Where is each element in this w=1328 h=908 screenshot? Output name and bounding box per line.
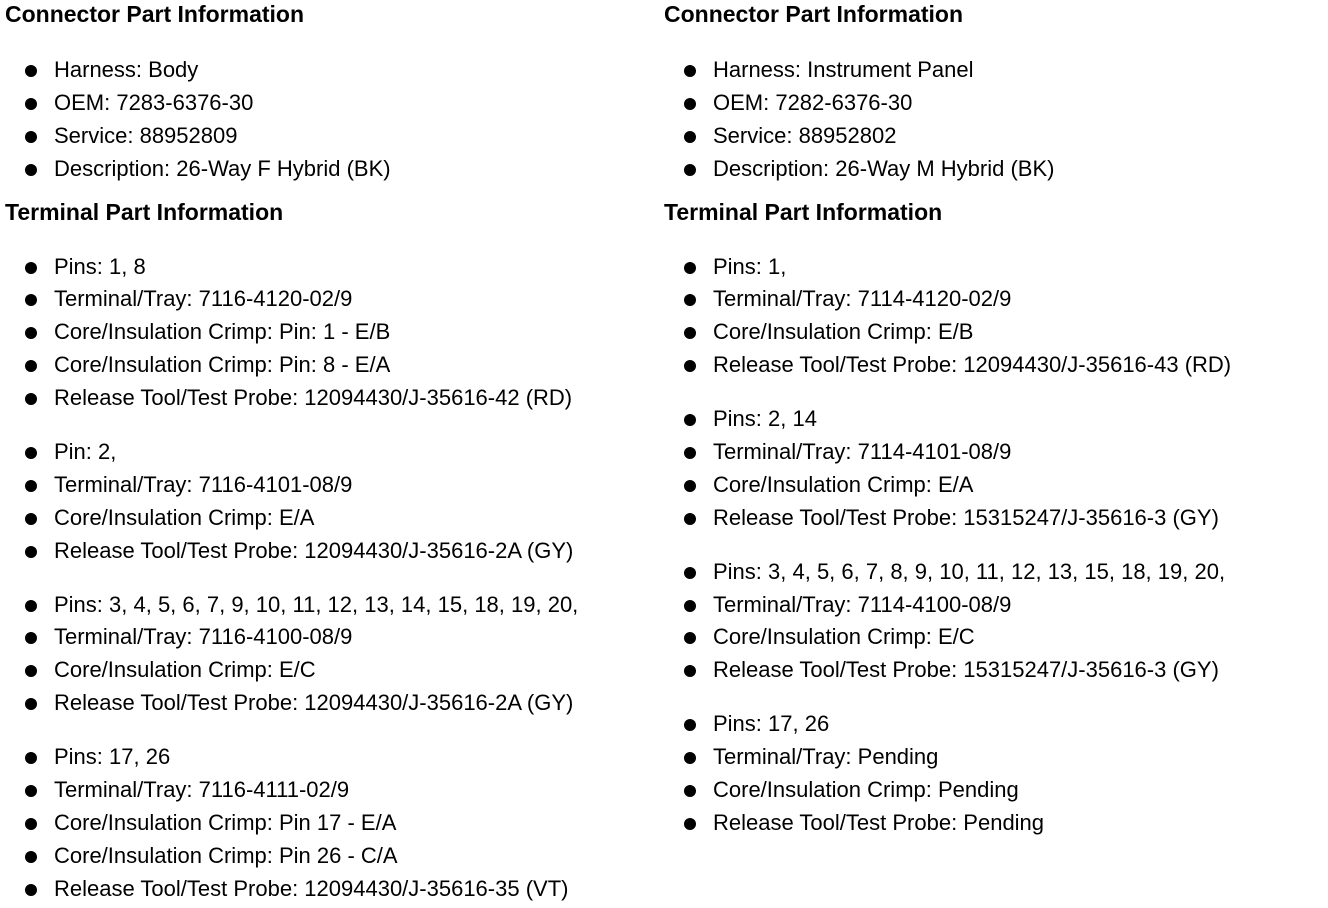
bullet-icon [684,785,696,797]
list-item [5,54,655,87]
list-item [5,251,655,284]
terminal-group-list [664,403,1324,535]
list-item [664,502,1324,535]
bullet-icon [684,818,696,830]
left-connector-column [5,0,655,906]
item-text: Pin: 2, [54,439,117,465]
bullet-icon [25,818,37,830]
list-item [5,774,655,807]
bullet-icon [25,752,37,764]
bullet-icon [684,567,696,579]
list-item [664,708,1324,741]
item-text: Terminal/Tray: 7116-4111-02/9 [54,777,350,803]
item-text: Release Tool/Test Probe: 15315247/J-35616-3 (GY) [713,657,1219,683]
list-item [5,349,655,382]
list-item [5,283,655,316]
list-item [664,774,1324,807]
item-text: Terminal/Tray: 7114-4101-08/9 [713,439,1012,465]
item-text: Release Tool/Test Probe: 12094430/J-35616-43 (RD) [713,352,1232,378]
item-text: Release Tool/Test Probe: 12094430/J-35616-42 (RD) [54,385,573,411]
bullet-icon [25,851,37,863]
item-text: Harness: Body [54,57,199,82]
terminal-group-list [5,251,655,415]
item-text: Service: 88952809 [54,122,238,148]
bullet-icon [25,164,37,176]
bullet-icon [25,360,37,372]
item-text: Terminal/Tray: 7116-4120-02/9 [54,286,353,312]
list-item [664,403,1324,436]
terminal-group-list [5,589,655,721]
list-item [5,87,655,120]
bullet-icon [25,884,37,896]
item-text: Pins: 17, 26 [54,744,171,770]
bullet-icon [684,480,696,492]
bullet-icon [684,262,696,274]
list-item [664,469,1324,502]
item-text: Core/Insulation Crimp: Pin 26 - C/A [54,842,398,868]
list-item [5,153,655,186]
bullet-icon [684,164,696,176]
bullet-icon [25,480,37,492]
list-item [5,589,655,622]
item-text: Core/Insulation Crimp: E/A [54,504,315,530]
item-text: Core/Insulation Crimp: E/A [713,471,974,497]
connector-heading: Connector Part Information [664,1,964,27]
list-item [664,621,1324,654]
bullet-icon [25,632,37,644]
list-item [664,807,1324,840]
item-text: Pins: 1, [713,253,787,279]
item-text: Core/Insulation Crimp: E/C [54,657,316,683]
bullet-icon [25,698,37,710]
connector-heading: Connector Part Information [5,1,305,27]
list-item [5,120,655,153]
terminal-group-list [664,708,1324,840]
list-item [5,687,655,720]
terminal-heading: Terminal Part Information [664,198,943,225]
bullet-icon [684,414,696,426]
list-item [5,535,655,568]
list-item [5,469,655,502]
bullet-icon [684,665,696,677]
item-text: Service: 88952802 [713,122,897,148]
item-text: Pins: 1, 8 [54,253,146,279]
item-text: Release Tool/Test Probe: 12094430/J-35616-2A (GY) [54,537,574,563]
item-text: Pins: 2, 14 [713,406,817,432]
item-text: Description: 26-Way M Hybrid (BK) [713,155,1055,181]
item-text: Terminal/Tray: 7114-4120-02/9 [713,286,1012,312]
terminal-group-list [5,741,655,905]
connector-info-list [664,54,1324,186]
bullet-icon [684,131,696,143]
item-text: Release Tool/Test Probe: 12094430/J-35616-35 (VT) [54,875,569,901]
terminal-group-list [5,436,655,568]
item-text: Pins: 17, 26 [713,711,830,737]
item-text: Release Tool/Test Probe: Pending [713,809,1045,835]
list-item [664,87,1324,120]
list-item [5,807,655,840]
bullet-icon [684,65,696,77]
list-item [664,153,1324,186]
bullet-icon [25,131,37,143]
bullet-icon [25,600,37,612]
item-text: OEM: 7283-6376-30 [54,89,254,115]
item-text: Description: 26-Way F Hybrid (BK) [54,155,391,181]
bullet-icon [25,665,37,677]
list-item [5,382,655,415]
list-item [664,436,1324,469]
list-item [664,349,1324,382]
item-text: Core/Insulation Crimp: Pending [713,777,1019,803]
bullet-icon [25,327,37,339]
list-item [5,436,655,469]
item-text: Core/Insulation Crimp: E/B [713,319,974,345]
item-text: Terminal/Tray: Pending [713,744,939,770]
list-item [664,251,1324,284]
list-item [5,621,655,654]
list-item [664,589,1324,622]
bullet-icon [684,327,696,339]
bullet-icon [25,98,37,110]
bullet-icon [684,294,696,306]
item-text: Pins: 3, 4, 5, 6, 7, 8, 9, 10, 11, 12, 13, 15, 18, 19, 20, [713,558,1226,584]
bullet-icon [684,752,696,764]
bullet-icon [684,447,696,459]
bullet-icon [684,513,696,525]
bullet-icon [25,546,37,558]
list-item [5,873,655,906]
item-text: Harness: Instrument Panel [713,57,974,82]
list-item [664,654,1324,687]
list-item [5,316,655,349]
bullet-icon [684,98,696,110]
bullet-icon [25,447,37,459]
bullet-icon [25,513,37,525]
list-item [5,840,655,873]
item-text: Terminal/Tray: 7114-4100-08/9 [713,591,1012,617]
list-item [664,741,1324,774]
list-item [5,654,655,687]
bullet-icon [25,393,37,405]
item-text: Core/Insulation Crimp: Pin: 8 - E/A [54,352,391,378]
item-text: Core/Insulation Crimp: Pin: 1 - E/B [54,319,391,345]
bullet-icon [684,360,696,372]
bullet-icon [25,65,37,77]
list-item [664,120,1324,153]
connector-info-list [5,54,655,186]
item-text: Release Tool/Test Probe: 12094430/J-35616-2A (GY) [54,690,574,716]
item-text: Release Tool/Test Probe: 15315247/J-35616-3 (GY) [713,504,1219,530]
list-item [5,741,655,774]
list-item [5,502,655,535]
list-item [664,283,1324,316]
right-connector-column [664,0,1324,840]
item-text: OEM: 7282-6376-30 [713,89,913,115]
bullet-icon [684,600,696,612]
terminal-heading: Terminal Part Information [5,198,284,225]
bullet-icon [25,294,37,306]
item-text: Core/Insulation Crimp: Pin 17 - E/A [54,809,397,835]
list-item [664,54,1324,87]
item-text: Core/Insulation Crimp: E/C [713,624,975,650]
list-item [664,556,1324,589]
item-text: Pins: 3, 4, 5, 6, 7, 9, 10, 11, 12, 13, 14, 15, 18, 19, 20, [54,591,579,617]
bullet-icon [684,632,696,644]
item-text: Terminal/Tray: 7116-4101-08/9 [54,471,353,497]
terminal-group-list [664,251,1324,383]
bullet-icon [684,719,696,731]
list-item [664,316,1324,349]
terminal-group-list [664,556,1324,688]
bullet-icon [25,262,37,274]
bullet-icon [25,785,37,797]
item-text: Terminal/Tray: 7116-4100-08/9 [54,624,353,650]
